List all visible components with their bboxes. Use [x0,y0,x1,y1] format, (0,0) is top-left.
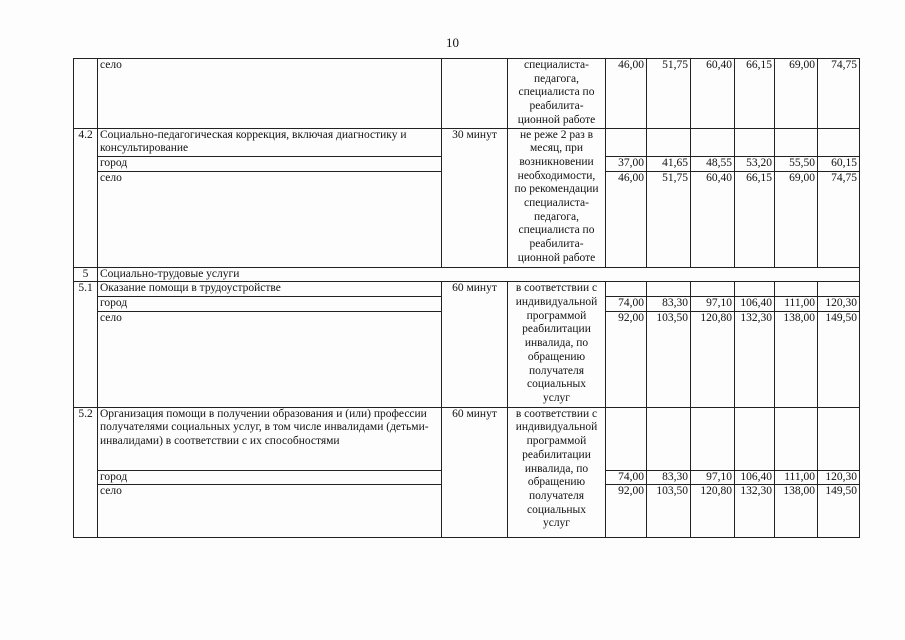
price-cell: 74,00 [606,470,647,485]
price-cell: 46,00 [606,59,647,129]
price-cell: 132,30 [735,485,775,538]
frequency-cell: в соответствии с индивидуальной программой реабилитации инвалида, по обращению получателя социальных услуг [508,282,606,407]
price-cell: 60,15 [818,156,860,171]
table-row [74,407,860,470]
price-cell: 97,10 [691,297,735,312]
service-number: 5.2 [74,407,98,538]
service-duration: 30 минут [442,128,508,267]
frequency-cell: не реже 2 раз в месяц, при возникновении необходимости, по рекомендации специалиста- педагога, специалиста по реабилита- ционной работе [508,128,606,267]
price-cell: 74,00 [606,297,647,312]
service-number: 4.2 [74,128,98,267]
locality-label: село [98,311,442,407]
locality-label: село [98,59,442,129]
locality-label: город [98,470,442,485]
service-duration: 60 минут [442,282,508,407]
price-cell: 111,00 [775,470,818,485]
price-cell: 83,30 [647,470,691,485]
price-cell: 111,00 [775,297,818,312]
price-cell: 120,30 [818,470,860,485]
price-cell: 60,40 [691,171,735,267]
price-cell: 55,50 [775,156,818,171]
table-row [74,59,860,129]
service-name: Оказание помощи в трудоустройстве [98,282,442,297]
price-cell: 46,00 [606,171,647,267]
section-number: 5 [74,267,98,282]
price-cell: 69,00 [775,171,818,267]
frequency-cell: специалиста- педагога, специалиста по реабилита- ционной работе [508,59,606,129]
price-cell: 51,75 [647,59,691,129]
price-cell: 53,20 [735,156,775,171]
price-cell: 83,30 [647,297,691,312]
service-number: 5.1 [74,282,98,407]
price-cell: 103,50 [647,485,691,538]
service-name: Организация помощи в получении образования и (или) профессии получателями социальных услуг, в том числе инвалидами (детьми-инвалидами) в соответствии с их способностями [98,407,442,470]
price-cell: 60,40 [691,59,735,129]
frequency-cell: в соответствии с индивидуальной программой реабилитации инвалида, по обращению получателя социальных услуг [508,407,606,538]
service-duration: 60 минут [442,407,508,538]
price-cell: 106,40 [735,297,775,312]
price-cell: 138,00 [775,311,818,407]
price-cell: 103,50 [647,311,691,407]
price-cell: 97,10 [691,470,735,485]
locality-label: село [98,171,442,267]
price-cell: 74,75 [818,59,860,129]
price-cell: 69,00 [775,59,818,129]
tariff-table [73,58,860,538]
locality-label: город [98,297,442,312]
price-cell: 149,50 [818,311,860,407]
price-cell: 149,50 [818,485,860,538]
price-cell: 132,30 [735,311,775,407]
price-cell: 106,40 [735,470,775,485]
price-cell: 74,75 [818,171,860,267]
table-row [74,267,860,282]
price-cell: 120,30 [818,297,860,312]
section-title: Социально-трудовые услуги [98,267,860,282]
page-number: 10 [446,35,459,50]
table-row [74,282,860,297]
price-cell: 92,00 [606,311,647,407]
price-cell: 51,75 [647,171,691,267]
price-cell: 41,65 [647,156,691,171]
locality-label: село [98,485,442,538]
price-cell: 120,80 [691,485,735,538]
price-cell: 66,15 [735,59,775,129]
price-cell: 92,00 [606,485,647,538]
price-cell: 48,55 [691,156,735,171]
price-cell: 37,00 [606,156,647,171]
price-cell: 138,00 [775,485,818,538]
locality-label: город [98,156,442,171]
price-cell: 66,15 [735,171,775,267]
service-name: Социально-педагогическая коррекция, включая диагностику и консультирование [98,128,442,156]
table-row [74,128,860,156]
price-cell: 120,80 [691,311,735,407]
